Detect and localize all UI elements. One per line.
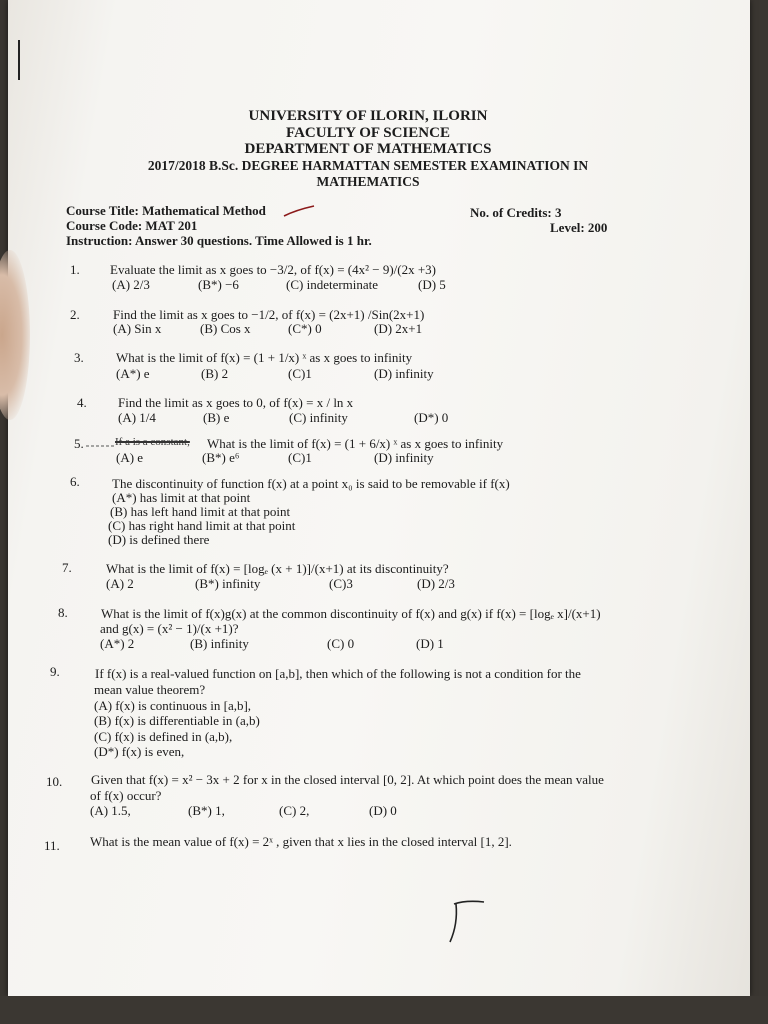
option: (C)1	[288, 450, 312, 465]
question-number: 11.	[44, 838, 60, 853]
course-title: Course Title: Mathematical Method	[66, 203, 266, 218]
option: (A) 1.5,	[90, 803, 131, 818]
option: (B) e	[203, 410, 230, 425]
option: (C)3	[329, 576, 353, 591]
option: (C*) 0	[288, 321, 322, 336]
option: (B*) e⁶	[202, 450, 240, 465]
question-text: What is the limit of f(x) = [logₑ (x + 1)]/(x+1) at its discontinuity?	[106, 561, 449, 576]
option: (B) has left hand limit at that point	[110, 504, 291, 519]
question-text: What is the mean value of f(x) = 2ˣ , given that x lies in the closed interval [1, 2].	[90, 834, 512, 849]
option: (D) 2/3	[417, 576, 455, 591]
question-text: What is the limit of f(x) = (1 + 6/x) ˣ as x goes to infinity	[207, 436, 504, 451]
option: (D*) 0	[414, 410, 449, 425]
question-number: 7.	[62, 560, 72, 575]
question-number: 8.	[58, 605, 68, 620]
question-number: 1.	[70, 262, 80, 277]
question-text: Find the limit as x goes to −1/2, of f(x) = (2x+1) /Sin(2x+1)	[113, 307, 425, 322]
level: Level: 200	[550, 220, 608, 235]
option: (C) indeterminate	[286, 277, 379, 292]
option: (B) infinity	[190, 636, 249, 651]
university-name: UNIVERSITY OF ILORIN, ILORIN	[248, 108, 488, 124]
question-number: 5.	[74, 436, 84, 451]
option: (A) Sin x	[113, 321, 162, 336]
option: (D) 2x+1	[374, 321, 423, 336]
question-number: 10.	[46, 774, 63, 789]
exam-subject: MATHEMATICS	[316, 174, 420, 189]
question-number: 2.	[70, 307, 80, 322]
option: (D) is defined there	[108, 532, 210, 547]
pen-scribble	[446, 898, 490, 948]
option: (A) 2	[106, 576, 134, 591]
option: (C) f(x) is defined in (a,b),	[94, 729, 233, 744]
option: (B*) infinity	[195, 576, 261, 591]
question-text: If f(x) is a real-valued function on [a,b], then which of the following is not a condition for the	[95, 666, 581, 681]
option: (D) 0	[369, 803, 397, 818]
background-surface	[0, 996, 768, 1024]
option: (D) 5	[418, 277, 446, 292]
question-text: The discontinuity of function f(x) at a point x₀ is said to be removable if f(x)	[112, 476, 510, 491]
option: (A*) e	[116, 366, 150, 381]
option: (B) 2	[201, 366, 229, 381]
option: (C) has right hand limit at that point	[108, 518, 296, 533]
question-number: 3.	[74, 350, 84, 365]
course-code: Course Code: MAT 201	[66, 218, 198, 233]
option: (B) Cos x	[200, 321, 251, 336]
option: (D) 1	[416, 636, 444, 651]
option: (D*) f(x) is even,	[94, 744, 185, 759]
credits: No. of Credits: 3	[470, 205, 562, 220]
option: (A) e	[116, 450, 144, 465]
option: (A) f(x) is continuous in [a,b],	[94, 698, 252, 713]
question-number: 6.	[70, 474, 80, 489]
question-text: mean value theorem?	[94, 682, 206, 697]
question-text: Given that f(x) = x² − 3x + 2 for x in the closed interval [0, 2]. At which point does the mean value	[91, 772, 604, 787]
question-text: of f(x) occur?	[90, 788, 162, 803]
struck-text: If a is a constant,	[115, 436, 190, 448]
question-text: What is the limit of f(x)g(x) at the common discontinuity of f(x) and g(x) if f(x) = [logₑ x]/(x+1)	[101, 606, 601, 621]
option: (B*) −6	[198, 277, 239, 292]
option: (C)1	[288, 366, 312, 381]
option: (D) infinity	[374, 450, 434, 465]
option: (C) 2,	[279, 803, 310, 818]
question-text: and g(x) = (x² − 1)/(x +1)?	[100, 621, 239, 636]
option: (C) 0	[327, 636, 355, 651]
question-text: Evaluate the limit as x goes to −3/2, of f(x) = (4x² − 9)/(2x +3)	[110, 262, 437, 277]
option: (A) 2/3	[112, 277, 150, 292]
option: (A*) 2	[100, 636, 135, 651]
question-number: 4.	[77, 395, 87, 410]
instruction: Instruction: Answer 30 questions. Time Allowed is 1 hr.	[66, 233, 372, 248]
question-text: Find the limit as x goes to 0, of f(x) = x / ln x	[118, 395, 354, 410]
exam-title: 2017/2018 B.Sc. DEGREE HARMATTAN SEMESTER EXAMINATION IN	[147, 158, 589, 173]
option: (A) 1/4	[118, 410, 156, 425]
edge-mark	[18, 40, 20, 80]
question-text: What is the limit of f(x) = (1 + 1/x) ˣ as x goes to infinity	[116, 350, 413, 365]
option: (B*) 1,	[188, 803, 225, 818]
option: (B) f(x) is differentiable in (a,b)	[94, 713, 260, 728]
option: (A*) has limit at that point	[112, 490, 251, 505]
faculty-name: FACULTY OF SCIENCE	[286, 125, 450, 141]
question-number: 9.	[50, 664, 60, 679]
option: (D) infinity	[374, 366, 434, 381]
option: (C) infinity	[289, 410, 348, 425]
department-name: DEPARTMENT OF MATHEMATICS	[244, 141, 492, 157]
pen-tick-mark	[282, 204, 318, 220]
dash-mark	[84, 443, 120, 449]
